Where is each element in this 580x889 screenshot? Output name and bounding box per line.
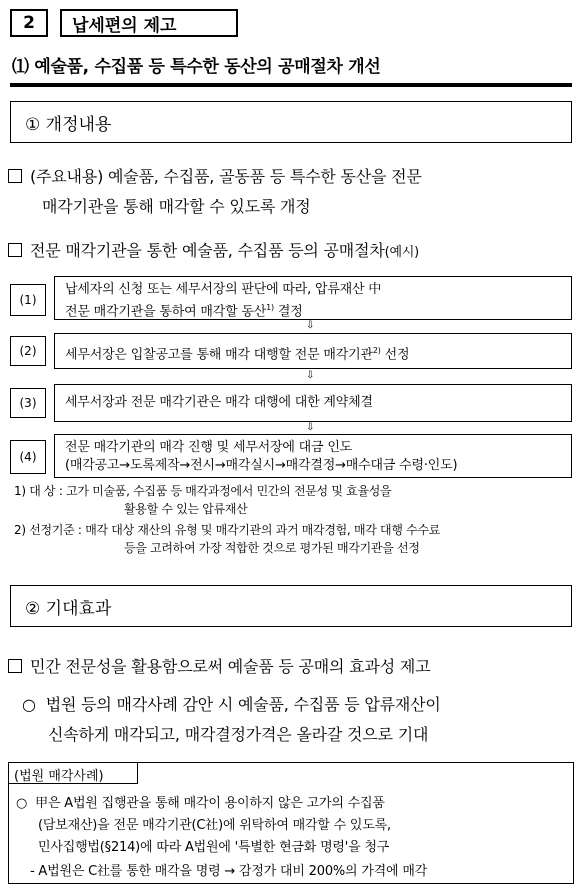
- footnote-2-cont: 등을 고려하여 가장 적합한 것으로 평가된 매각기관을 선정: [124, 541, 420, 555]
- paragraph-line: (주요내용) 예술품, 수집품, 골동품 등 특수한 동산을 전문: [30, 167, 422, 186]
- paragraph-line: 전문 매각기관을 통한 예술품, 수집품 등의 공매절차: [30, 241, 385, 260]
- checkbox-square-icon: [8, 169, 22, 183]
- subsection-title: ⑴ 예술품, 수집품 등 특수한 동산의 공매절차 개선: [12, 57, 381, 77]
- step-box: [54, 276, 572, 320]
- paragraph-line: 법원 등의 매각사례 감안 시 예술품, 수집품 등 압류재산이: [45, 695, 441, 714]
- step-line: 납세자의 신청 또는 세무서장의 판단에 따라, 압류재산 中: [65, 282, 382, 297]
- circle-bullet-icon: ○: [22, 695, 36, 714]
- bullet-effect: [22, 692, 441, 715]
- step-number: (1): [10, 284, 46, 316]
- checkbox-square-icon: [8, 243, 22, 257]
- bullet-continuation: 신속하게 매각되고, 매각결정가격은 올라갈 것으로 기대: [48, 725, 429, 744]
- step-box: [54, 384, 572, 422]
- down-arrow-icon: ⇩: [306, 370, 315, 381]
- step-number: (3): [10, 388, 46, 418]
- footnote-text: 고가 미술품, 수집품 등 매각과정에서 민간의 전문성 및 효율성을: [66, 484, 392, 498]
- down-arrow-icon: ⇩: [306, 422, 315, 433]
- section-title: 납세편의 제고: [60, 9, 238, 37]
- footnote-label: 1) 대 상 :: [14, 484, 63, 498]
- case-line: (담보재산)을 전문 매각기관(C社)에 위탁하여 매각할 수 있도록,: [38, 818, 391, 833]
- step-line: 전문 매각기관의 매각 진행 및 세무서장에 대금 인도: [65, 440, 353, 455]
- paragraph-line: 민간 전문성을 활용함으로써 예술품 등 공매의 효과성 제고: [30, 657, 431, 676]
- step-number: (4): [10, 440, 46, 474]
- footnote-1: [14, 482, 391, 500]
- down-arrow-icon: ⇩: [306, 320, 315, 331]
- step-box: [54, 333, 572, 369]
- case-line: ○ 甲은 A법원 집행관을 통해 매각이 용이하지 않은 고가의 수집품: [16, 796, 385, 811]
- section-box-revision: [10, 101, 572, 143]
- footnote-text: 매각 대상 재산의 유형 및 매각기관의 과거 매각경험, 매각 대행 수수료: [85, 523, 441, 537]
- case-line: - A법원은 C社를 통한 매각을 명령 → 감정가 대비 200%의 가격에 매각: [30, 864, 428, 879]
- footnote-2: [14, 521, 440, 539]
- step-line: (매각공고→도록제작→전시→매각실시→매각결정→매수대금 수령·인도): [65, 458, 458, 473]
- title-rule: [10, 83, 572, 87]
- paragraph-main-content: [8, 164, 422, 187]
- paragraph-effect: [8, 654, 430, 677]
- case-line: 민사집행법(§214)에 따라 A법원에 '특별한 현금화 명령'을 청구: [38, 840, 390, 855]
- step-line: 세무서장은 입찰공고를 통해 매각 대행할 전문 매각기관$^{2)}$ 선정: [65, 346, 410, 363]
- paragraph-continuation: 매각기관을 통해 매각할 수 있도록 개정: [42, 197, 311, 216]
- step-number: (2): [10, 336, 46, 366]
- section-number: 2: [10, 9, 48, 37]
- section-box-label: ② 기대효과: [25, 598, 112, 619]
- checkbox-square-icon: [8, 659, 22, 673]
- case-heading: (법원 매각사례): [8, 762, 138, 784]
- footnote-1-cont: 활용할 수 있는 압류재산: [124, 502, 248, 516]
- step-box: [54, 434, 572, 478]
- paragraph-procedure: [8, 238, 419, 261]
- step-line: 전문 매각기관을 통하여 매각할 동산$^{1)}$ 결정: [65, 303, 303, 320]
- section-box-label: ① 개정내용: [25, 114, 112, 135]
- step-line: 세무서장과 전문 매각기관은 매각 대행에 대한 계약체결: [65, 395, 373, 410]
- footnote-label: 2) 선정기준 :: [14, 523, 82, 537]
- example-suffix: (예시): [384, 245, 420, 260]
- section-box-effect: [10, 585, 572, 627]
- circle-bullet-icon: ○: [16, 796, 28, 811]
